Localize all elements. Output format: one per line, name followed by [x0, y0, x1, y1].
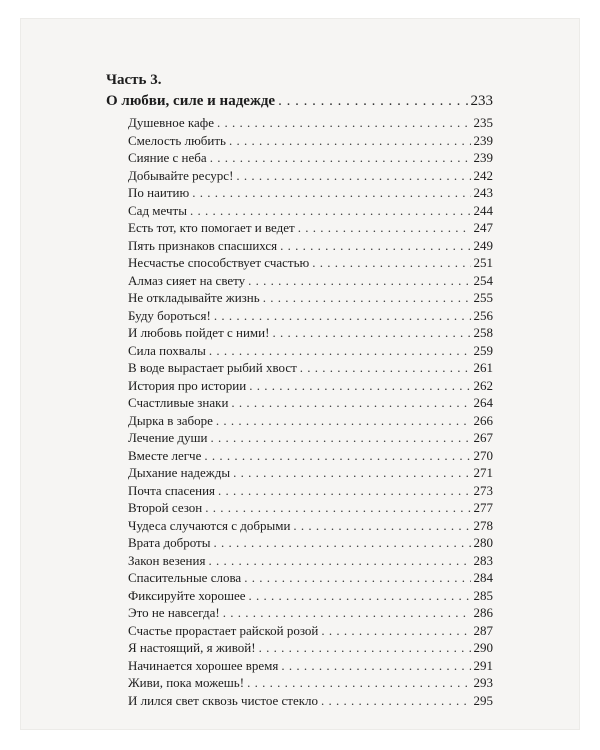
- toc-entry-page: 258: [473, 325, 493, 340]
- toc-entry-page: 286: [473, 605, 493, 620]
- toc-entry-page: 270: [473, 447, 493, 463]
- dot-leader: [281, 657, 470, 675]
- toc-entry-page: 284: [473, 570, 493, 585]
- toc-entry-title: Счастливые знаки: [128, 395, 229, 410]
- toc-entry-page: 249: [473, 237, 493, 253]
- toc-entry-page: 242: [473, 167, 493, 183]
- toc-entry-title: Не откладывайте жизнь: [128, 290, 260, 305]
- dot-leader: [210, 149, 471, 167]
- dot-leader: [233, 464, 470, 482]
- toc-entry-page: 277: [473, 500, 493, 515]
- dot-leader: [293, 517, 470, 535]
- toc-entry: [128, 674, 493, 692]
- dot-leader: [205, 499, 470, 517]
- dot-leader: [204, 447, 470, 465]
- dot-leader: [247, 674, 470, 692]
- toc-entry: [128, 202, 493, 220]
- dot-leader: [190, 202, 471, 220]
- dot-leader: [236, 167, 470, 185]
- toc-entry-page: 291: [473, 657, 493, 673]
- dot-leader: [312, 254, 470, 272]
- dot-leader: [217, 114, 470, 132]
- toc-entry-page: 295: [473, 692, 493, 708]
- toc-entry-page: 293: [473, 675, 493, 690]
- toc-entry-title: Врата доброты: [128, 535, 211, 550]
- toc-entry-title: Алмаз сияет на свету: [128, 272, 246, 288]
- dot-leader: [216, 412, 471, 430]
- toc-entry-title: Лечение души: [128, 430, 208, 445]
- toc-entry: [128, 167, 493, 185]
- toc-entry-title: Второй сезон: [128, 500, 203, 515]
- dot-leader: [211, 429, 471, 447]
- toc-entry-page: 243: [473, 185, 493, 200]
- dot-leader: [214, 307, 471, 325]
- dot-leader: [218, 482, 470, 500]
- dot-leader: [278, 93, 467, 110]
- toc-entry: [128, 272, 493, 290]
- toc-entry-page: 255: [473, 290, 493, 305]
- toc-entry-page: 267: [473, 430, 493, 445]
- dot-leader: [209, 342, 471, 360]
- toc-entry-title: Добывайте ресурс!: [128, 167, 234, 183]
- toc-entry-title: И лился свет сквозь чистое стекло: [128, 692, 319, 708]
- toc-entry: [128, 184, 493, 202]
- dot-leader: [231, 394, 470, 412]
- toc-entry: [128, 499, 493, 517]
- toc-entry-title: Начинается хорошее время: [128, 657, 279, 673]
- dot-leader: [280, 237, 470, 255]
- toc-entry-page: 254: [473, 272, 493, 288]
- toc-entry-page: 290: [473, 640, 493, 655]
- toc-entry: [128, 377, 493, 395]
- toc-entry: [128, 587, 493, 605]
- toc-entry-page: 251: [473, 255, 493, 270]
- toc-entry-title: Фиксируйте хорошее: [128, 587, 246, 603]
- toc-entry-page: 262: [473, 377, 493, 393]
- toc-entry: [128, 307, 493, 325]
- toc-entry: [128, 324, 493, 342]
- toc-entry-title: Смелость любить: [128, 132, 226, 148]
- toc-entry: [128, 359, 493, 377]
- toc-entry-page: 261: [473, 360, 493, 375]
- toc-entry-title: Счастье прорастает райской розой: [128, 622, 319, 638]
- dot-leader: [263, 289, 471, 307]
- toc-entry-page: 278: [473, 517, 493, 533]
- toc-entry-page: 283: [473, 552, 493, 568]
- toc-entry-title: Живи, пока можешь!: [128, 675, 245, 690]
- toc-entry: [128, 482, 493, 500]
- section-title-entry: [106, 93, 493, 110]
- toc-entry: [128, 604, 493, 622]
- toc-entry: [128, 114, 493, 132]
- toc-entry-page: 244: [473, 202, 493, 218]
- toc-entry: [128, 429, 493, 447]
- dot-leader: [192, 184, 470, 202]
- toc-entry: [128, 132, 493, 150]
- dot-leader: [298, 219, 471, 237]
- toc-entry: [128, 412, 493, 430]
- toc-entry-title: Душевное кафе: [128, 115, 215, 130]
- book-page: [20, 18, 580, 730]
- dot-leader: [249, 587, 471, 605]
- toc-entry-title: Почта спасения: [128, 482, 216, 498]
- toc-entry-title: Я настоящий, я живой!: [128, 640, 256, 655]
- toc-entry: [128, 254, 493, 272]
- toc-entry: [128, 464, 493, 482]
- dot-leader: [300, 359, 471, 377]
- toc-entry: [128, 692, 493, 710]
- toc-entry-title: Пять признаков спасшихся: [128, 237, 278, 253]
- toc-entry-title: Дырка в заборе: [128, 412, 213, 428]
- toc-entry-page: 247: [473, 220, 493, 235]
- toc-entry-page: 239: [473, 132, 493, 148]
- toc-entry-title: История про истории: [128, 377, 247, 393]
- toc-entry-page: 239: [473, 150, 493, 165]
- dot-leader: [229, 132, 471, 150]
- toc-entry: [128, 342, 493, 360]
- toc-entry-title: Буду бороться!: [128, 307, 211, 323]
- toc-entry-page: 271: [473, 465, 493, 480]
- toc-entry-page: 256: [473, 307, 493, 323]
- dot-leader: [249, 377, 470, 395]
- dot-leader: [208, 552, 470, 570]
- dot-leader: [321, 622, 470, 640]
- toc-entry-title: Сила похвалы: [128, 342, 206, 358]
- toc-list: [128, 114, 493, 709]
- toc-entry-title: Сад мечты: [128, 202, 187, 218]
- toc-entry-page: 287: [473, 622, 493, 638]
- toc-entry: [128, 289, 493, 307]
- toc-entry: [128, 237, 493, 255]
- toc-entry-title: Есть тот, кто помогает и ведет: [128, 220, 295, 235]
- dot-leader: [244, 569, 470, 587]
- dot-leader: [321, 692, 470, 710]
- section-label: Часть 3.: [106, 72, 162, 88]
- toc-entry-title: Чудеса случаются с добрыми: [128, 517, 291, 533]
- toc-entry-title: Это не навсегда!: [128, 605, 220, 620]
- toc-entry: [128, 622, 493, 640]
- toc-entry: [128, 447, 493, 465]
- toc-entry-title: Вместе легче: [128, 447, 202, 463]
- toc-entry-page: 266: [473, 412, 493, 428]
- toc-entry-page: 259: [473, 342, 493, 358]
- section-page-number: 233: [470, 93, 493, 109]
- toc-entry-title: Закон везения: [128, 552, 206, 568]
- toc-entry: [128, 552, 493, 570]
- toc-entry: [128, 394, 493, 412]
- dot-leader: [213, 534, 470, 552]
- dot-leader: [223, 604, 471, 622]
- toc-entry-page: 285: [473, 587, 493, 603]
- toc-entry-title: Несчастье способствует счастью: [128, 255, 310, 270]
- toc-entry-page: 235: [473, 115, 493, 130]
- dot-leader: [272, 324, 470, 342]
- toc-entry: [128, 639, 493, 657]
- toc-entry: [128, 149, 493, 167]
- toc-entry-page: 280: [473, 535, 493, 550]
- toc-entry: [128, 517, 493, 535]
- toc-entry-title: В воде вырастает рыбий хвост: [128, 360, 297, 375]
- toc-entry-title: Дыхание надежды: [128, 465, 231, 480]
- toc-entry: [128, 569, 493, 587]
- toc-entry-page: 273: [473, 482, 493, 498]
- toc-entry-page: 264: [473, 395, 493, 410]
- toc-entry: [128, 534, 493, 552]
- dot-leader: [248, 272, 470, 290]
- toc-entry-title: По наитию: [128, 185, 190, 200]
- toc-entry-title: И любовь пойдет с ними!: [128, 325, 270, 340]
- toc-entry: [128, 219, 493, 237]
- toc-entry: [128, 657, 493, 675]
- section-title: О любви, силе и надежде: [106, 93, 276, 109]
- dot-leader: [259, 639, 471, 657]
- toc-entry-title: Спасительные слова: [128, 570, 242, 585]
- toc-entry-title: Сияние с неба: [128, 150, 207, 165]
